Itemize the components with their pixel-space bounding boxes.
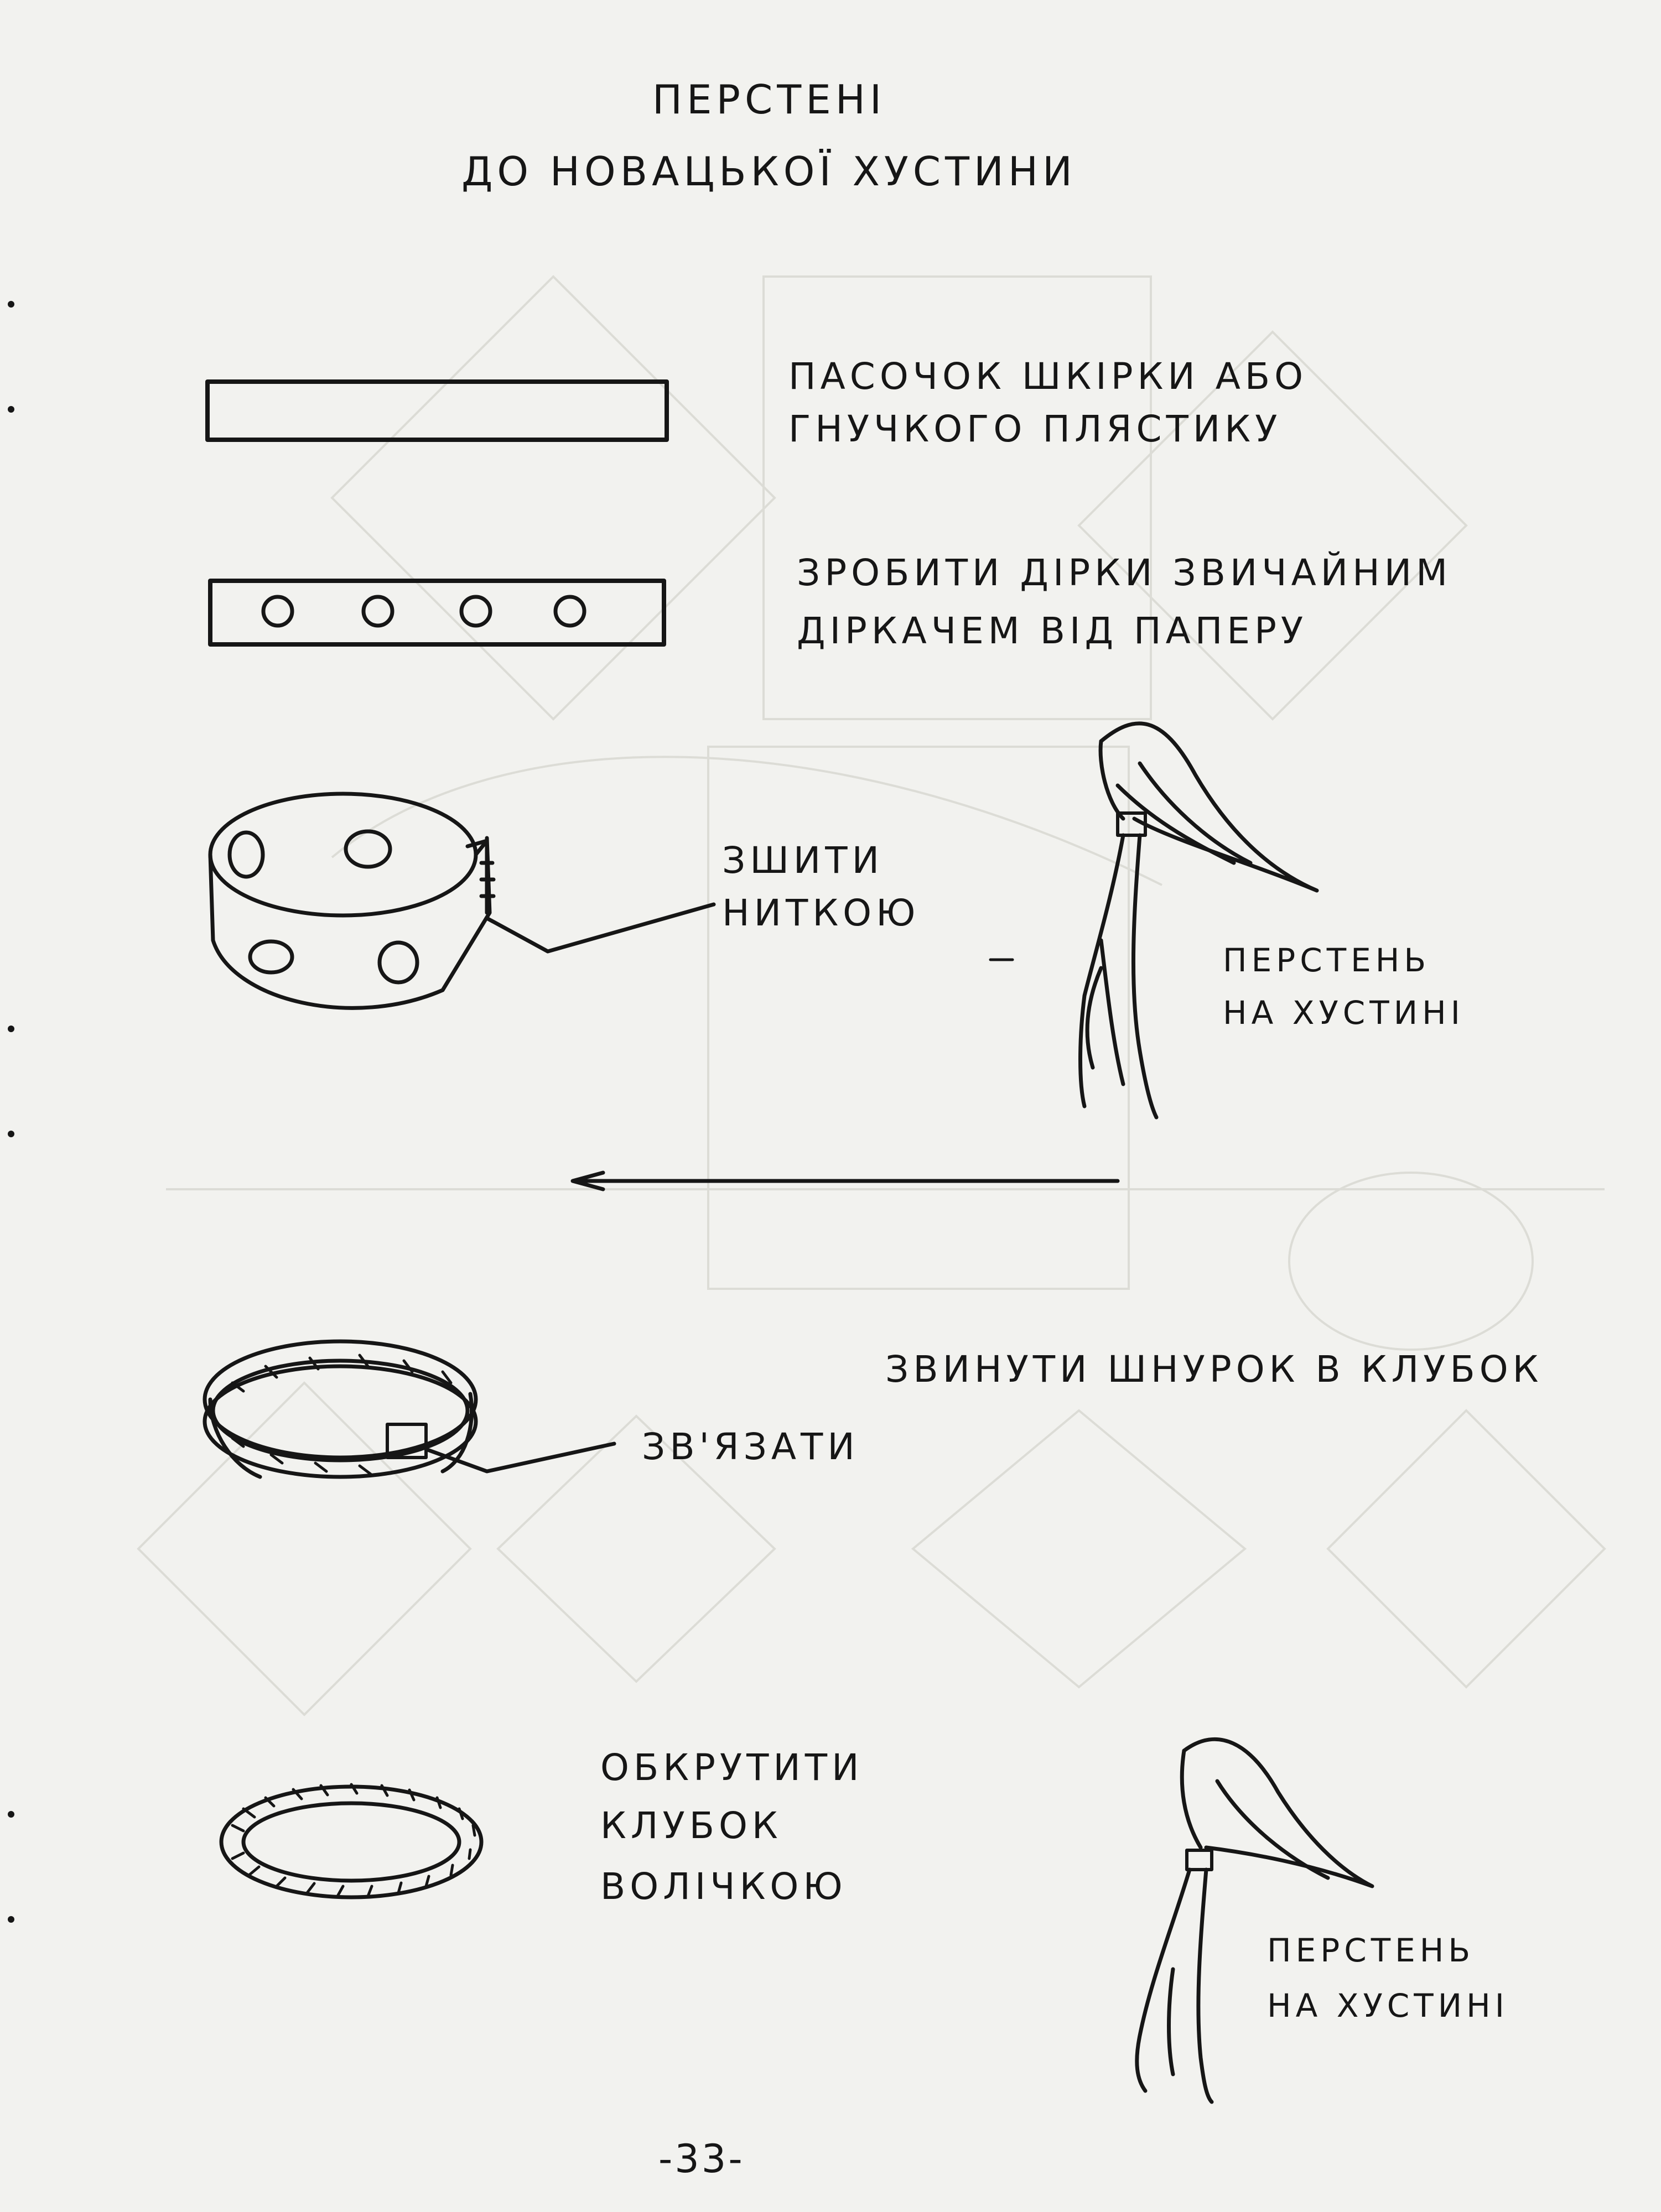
step5-label: ЗВ'ЯЗАТИ — [642, 1425, 859, 1468]
sewn-ring-drawing — [210, 794, 714, 1008]
step4-label: ЗВИНУТИ ШНУРОК В КЛУБОК — [885, 1348, 1543, 1391]
callout2-line1: ПЕРСТЕНЬ — [1267, 1932, 1475, 1969]
step1-label-line2: ГНУЧКОГО ПЛЯСТИКУ — [788, 408, 1282, 450]
scarf-drawing-2 — [1137, 1739, 1372, 2102]
callout2-line2: НА ХУСТИНІ — [1267, 1987, 1509, 2024]
step2-label-line1: ЗРОБИТИ ДІРКИ ЗВИЧАЙНИМ — [797, 551, 1452, 594]
step3-label-line2: НИТКОЮ — [722, 892, 920, 934]
callout1-line1: ПЕРСТЕНЬ — [1223, 941, 1431, 979]
margin-dots — [8, 301, 14, 1923]
step6-label-line3: ВОЛІЧКОЮ — [600, 1865, 847, 1908]
leather-strip-drawing — [207, 382, 667, 440]
step6-label-line2: КЛУБОК — [600, 1804, 782, 1847]
coiled-cord-drawing — [205, 1341, 614, 1477]
punched-strip-drawing — [210, 581, 664, 644]
wrapped-ring-drawing — [221, 1784, 481, 1897]
page-number: -33- — [658, 2136, 745, 2182]
callout1-line2: НА ХУСТИНІ — [1223, 994, 1465, 1032]
step6-label-line1: ОБКРУТИТИ — [600, 1746, 864, 1789]
page-title-line1: ПЕРСТЕНІ — [652, 76, 886, 123]
step3-label-line1: ЗШИТИ — [722, 839, 884, 882]
scarf-drawing-1 — [1081, 724, 1317, 1117]
step1-label-line1: ПАСОЧОК ШКІРКИ АБО — [788, 355, 1308, 398]
page-title-line2: ДО НОВАЦЬКОЇ ХУСТИНИ — [461, 148, 1077, 195]
step2-label-line2: ДІРКАЧЕМ ВІД ПАПЕРУ — [797, 610, 1308, 652]
